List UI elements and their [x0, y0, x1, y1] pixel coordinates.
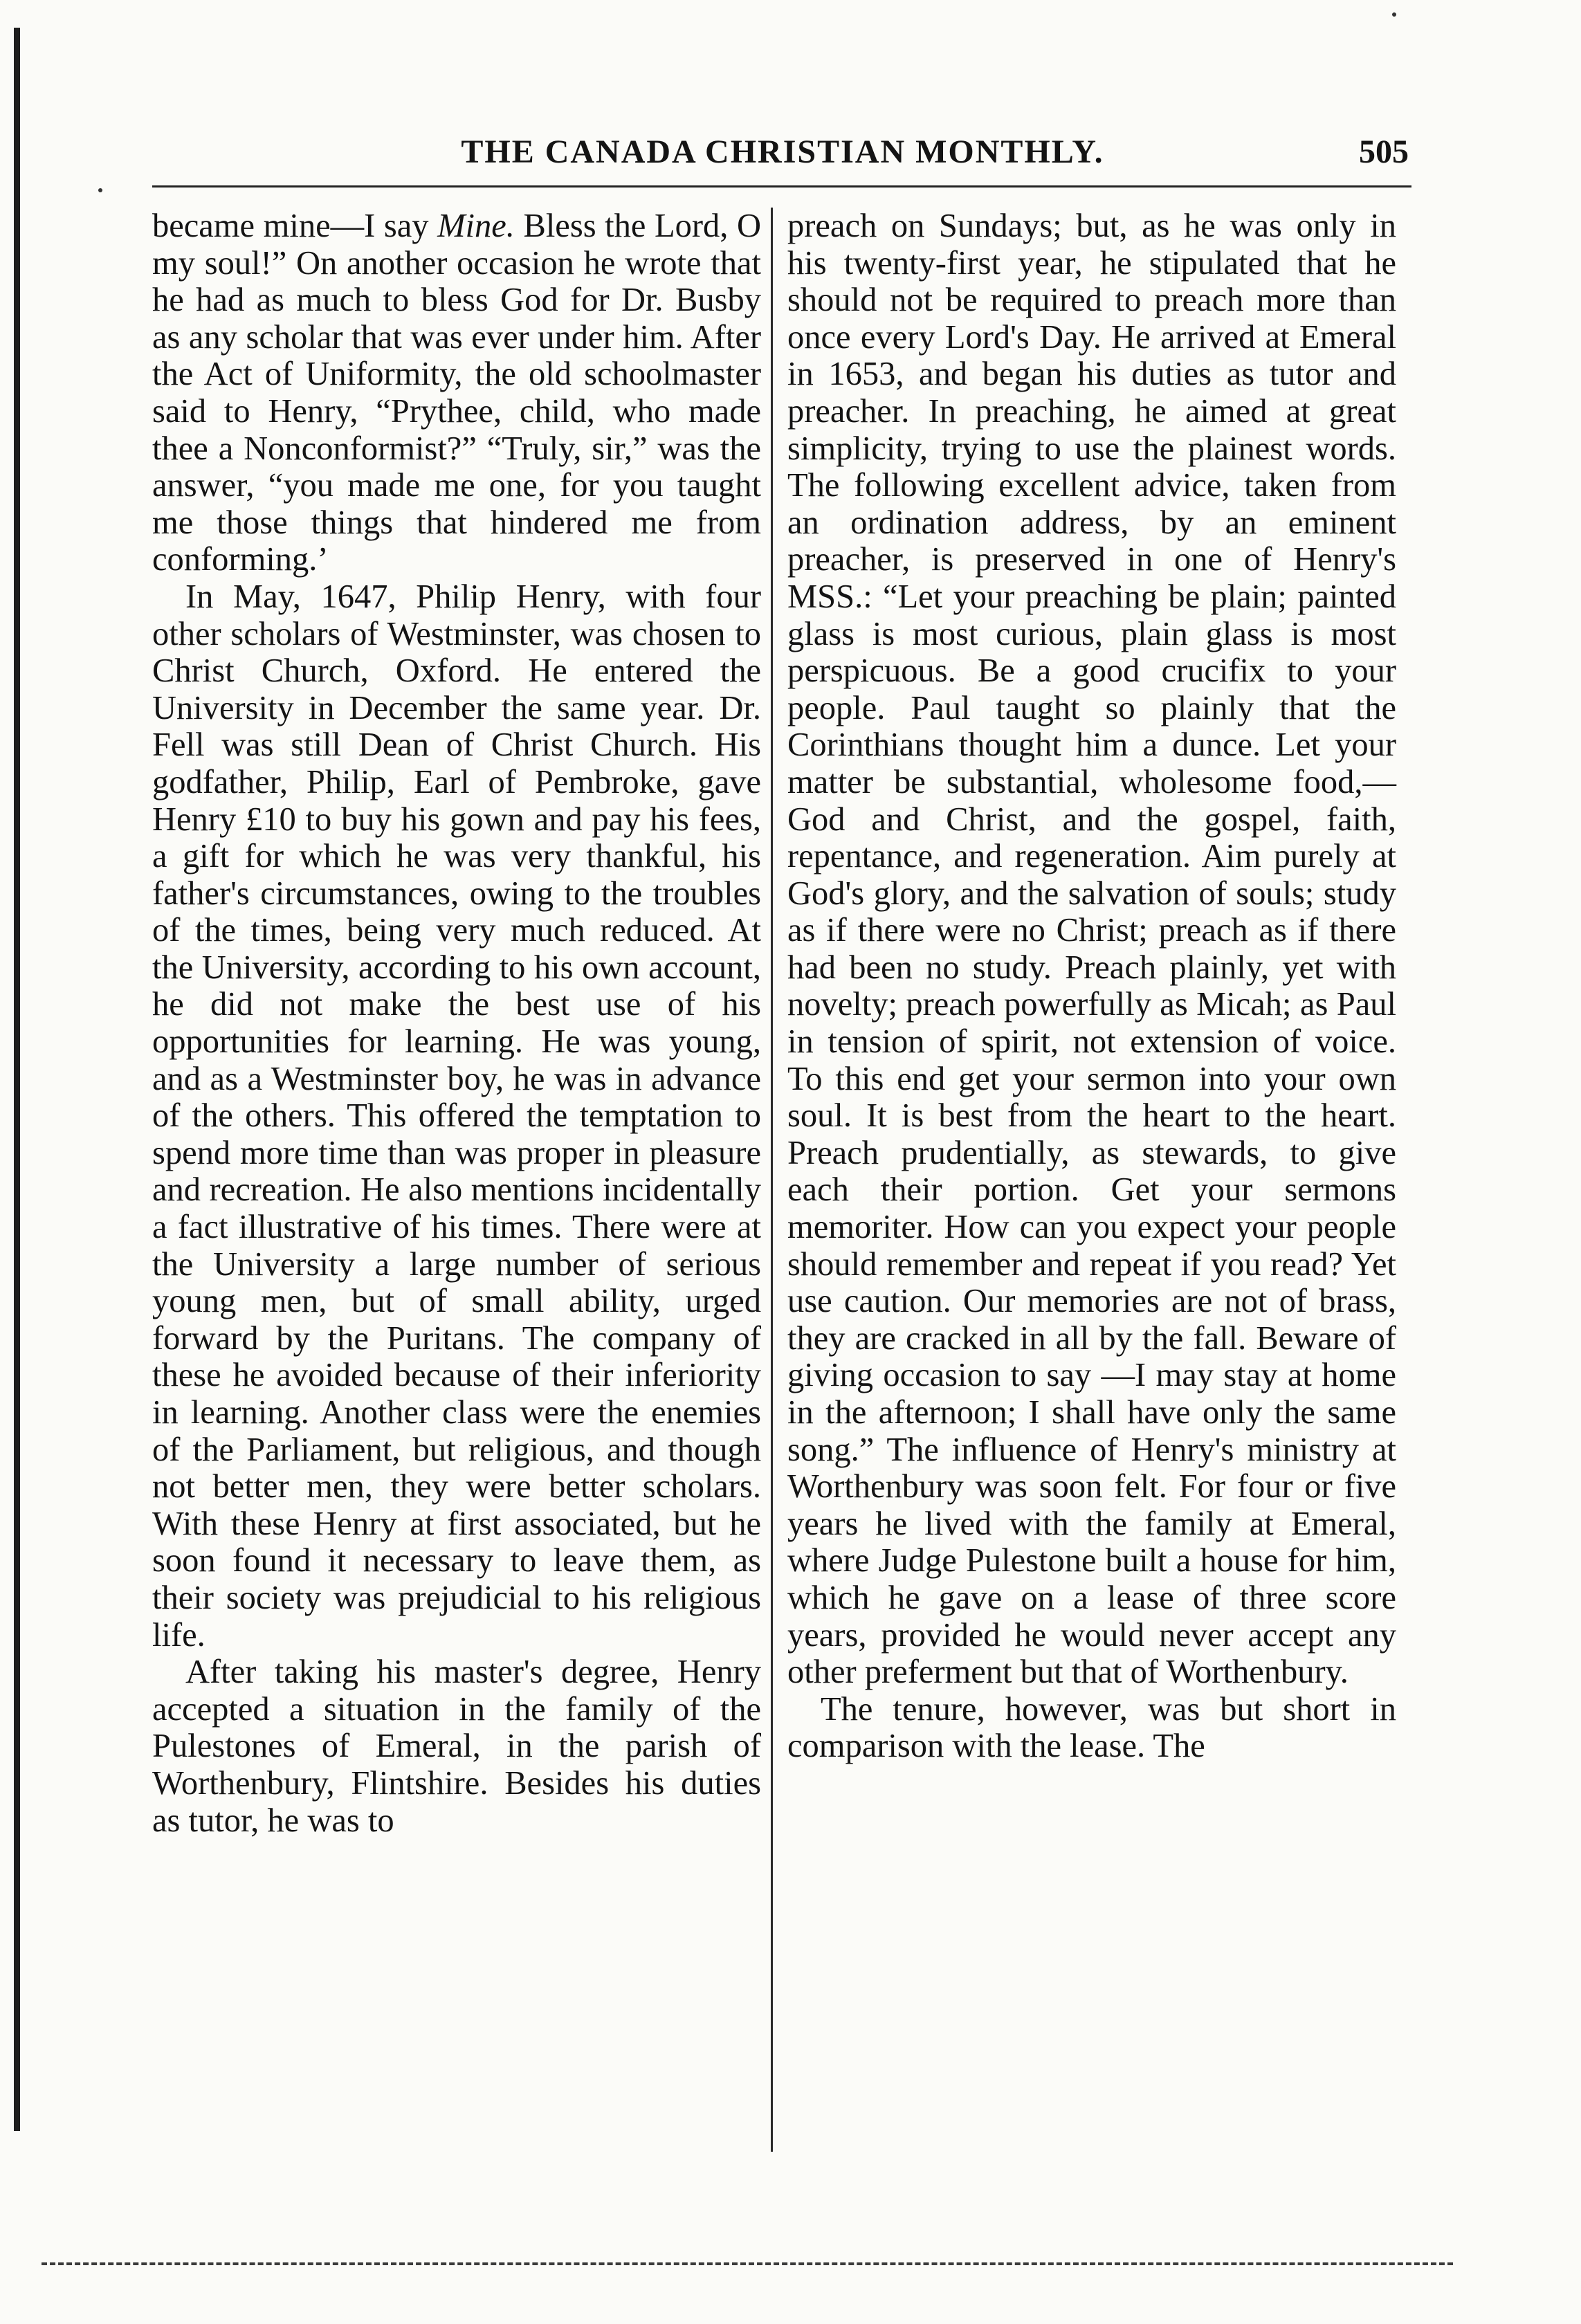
paragraph: After taking his master's degree, Henry accepted a situation in the family of the Pulestones of Emeral, in the parish of Worthenbury, Flintshire. Besides his duties as tutor, he was to — [152, 1654, 761, 1839]
speck — [1392, 12, 1396, 17]
bottom-rule — [42, 2262, 1453, 2265]
paragraph — [152, 208, 761, 578]
speck — [98, 188, 102, 192]
paragraph: The tenure, however, was but short in comparison with the lease. The — [787, 1690, 1396, 1765]
paragraph-text: became mine—I say — [152, 208, 438, 244]
header-rule — [152, 185, 1411, 187]
paragraph: preach on Sundays; but, as he was only in his twenty-first year, he stipulated that he should not be required to preach more than once every Lord's Day. He arrived at Emeral in 1653, and began his duties as tutor and preacher. In preaching, he aimed at great simplicity, trying to use the plainest words. The following excellent advice, taken from an ordination address, by an eminent preacher, is preserved in one of Henry's MSS.: “Let your preaching be plain; painted glass is most curious, plain glass is most perspicuous. Be a good crucifix to your people. Paul taught so plainly that the Corinthians thought him a dunce. Let your matter be substantial, wholesome food,—God and Christ, and the gospel, faith, repentance, and regeneration. Aim purely at God's glory, and the salvation of souls; study as if there were no Christ; preach as if there had been no study. Preach plainly, yet with novelty; preach powerfully as Micah; as Paul in tension of spirit, not extension of voice. To this end get your sermon into your own soul. It is best from the heart to the heart. Preach prudentially, as stewards, to give each their portion. Get your sermons memoriter. How can you expect your people should remember and repeat if you read? Yet use caution. Our memories are not of brass, they are cracked in all by the fall. Beware of giving occasion to say —I may stay at home in the afternoon; I shall have only the same song.” The influence of Henry's ministry at Worthenbury was soon felt. For four or five years he lived with the family at Emeral, where Judge Pulestone built a house for him, which he gave on a lease of three score years, provided he would never accept any other preferment but that of Worthenbury. — [787, 208, 1396, 1691]
left-margin-rule — [14, 28, 20, 2131]
running-head — [156, 133, 1409, 181]
page-number: 505 — [1359, 134, 1409, 170]
paragraph: In May, 1647, Philip Henry, with four other scholars of Westminster, was chosen to Christ Church, Oxford. He entered the University in December the same year. Dr. Fell was still Dean of Christ Church. His godfather, Philip, Earl of Pembroke, gave Henry £10 to buy his gown and pay his fees, a gift for which he was very thankful, his father's circumstances, owing to the troubles of the times, being very much reduced. At the University, according to his own account, he did not make the best use of his opportunities for learning. He was young, and as a Westminster boy, he was in advance of the others. This offered the temptation to spend more time than was proper in pleasure and recreation. He also mentions incidentally a fact illustrative of his times. There were at the University a large number of serious young men, but of small ability, urged forward by the Puritans. The company of these he avoided because of their inferiority in learning. Another class were the enemies of the Parliament, but religious, and though not better men, they were better scholars. With these Henry at first associated, but he soon found it necessary to leave them, as their society was prejudicial to his religious life. — [152, 578, 761, 1654]
running-title: THE CANADA CHRISTIAN MONTHLY. — [461, 134, 1104, 170]
emphasis-text: Mine. — [437, 208, 515, 244]
left-column — [152, 208, 761, 1839]
paragraph-text: Bless the Lord, O my soul!” On another occasion he wrote that he had as much to bless God for Dr. Busby as any scholar that was ever under him. After the Act of Uniformity, the old schoolmaster said to Henry, “Prythee, child, who made thee a Nonconformist?” “Truly, sir,” was the answer, “you made me one, for you taught me those things that hindered me from conforming.’ — [152, 208, 761, 578]
column-divider — [771, 208, 773, 2152]
right-column — [787, 208, 1396, 1765]
